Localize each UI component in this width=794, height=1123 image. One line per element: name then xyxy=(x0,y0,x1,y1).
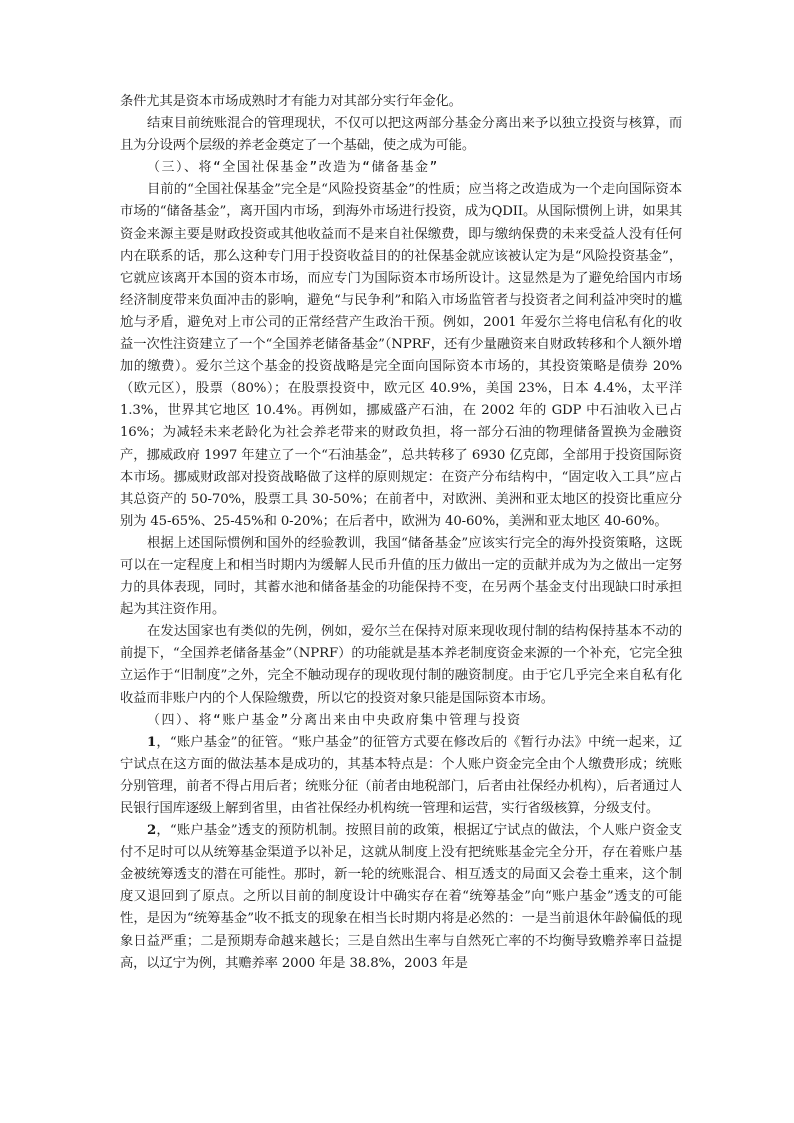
section-heading: （三）、将“全国社保基金”改造为“储备基金” xyxy=(147,160,439,176)
item-text: ，“账户基金”透支的预防机制。按照目前的政策，根据辽宁试点的做法，个人账户资金支付不足时可以从统筹基金渠道予以补足，这就从制度上没有把统账基金完全分开，存在着账户基金被统筹透支的潜在可能性。那时，新一轮的统账混合、相互透支的局面又会卷土重来，这个制度又退回到了原点。之所以目前的制度设计中确实存在着“统筹基金”向“账户基金”透支的可能性，是因为“统筹基金”收不抵支的现象在相当长时期内将是必然的：一是当前退休年龄偏低的现象日益严重；二是预期寿命越来越长；三是自然出生率与自然死亡率的不均衡导致赡养率日益提高，以辽宁为例，其赡养率 2000 年是 38.8%，2003 年是 xyxy=(120,823,682,971)
item-number: 1 xyxy=(147,734,157,750)
item-number: 2 xyxy=(147,823,157,839)
paragraph: 条件尤其是资本市场成熟时才有能力对其部分实行年金化。 xyxy=(120,94,462,109)
paragraph: 目前的“全国社保基金”完全是“风险投资基金”的性质；应当将之改造成为一个走向国际资本市场的“储备基金”，离开国内市场，到海外市场进行投资，成为QDII。从国际惯例上讲，如果其资金来源主要是财政投资或其他收益而不是来自社保缴费，即与缴纳保费的未来受益人没有任何内在联系的话，那么这种专门用于投资收益目的的社保基金就应该被认定为是“风险投资基金”，它就应该离开本国的资本市场，而应专门为国际资本市场所设计。这显然是为了避免给国内市场经济制度带来负面冲击的影响，避免“与民争利”和陷入市场监管者与投资者之间利益冲突时的尴尬与矛盾，避免对上市公司的正常经营产生政治干预。例如，2001 年爱尔兰将电信私有化的收益一次性注资建立了一个“全国养老储备基金”（NPRF，还有少量融资来自财政转移和个人额外增加的缴费）。爱尔兰这个基金的投资战略是完全面向国际资本市场的，其投资策略是债券 20%（欧元区），股票（80%）；在股票投资中，欧元区 40.9%，美国 23%，日本 4.4%，太平洋 1.3%，世界其它地区 10.4%。再例如，挪威盛产石油，在 2002 年的 GDP 中石油收入已占 16%；为减轻未来老龄化为社会养老带来的财政负担，将一部分石油的物理储备置换为金融资产，挪威政府 1997 年建立了一个“石油基金”，总共转移了 6930 亿克郎，全部用于投资国际资本市场。挪威财政部对投资战略做了这样的原则规定：在资产分布结构中，“固定收入工具”应占其总资产的 50-70%，股票工具 30-50%；在前者中，对欧洲、美洲和亚太地区的投资比重应分别为 45-65%、25-45%和 0-20%；在后者中，欧洲为 40-60%，美洲和亚太地区 40-60%。 xyxy=(120,182,682,529)
paragraph: 结束目前统账混合的管理现状，不仅可以把这两部分基金分离出来予以独立投资与核算，而且为分设两个层级的养老金奠定了一个基础，使之成为可能。 xyxy=(120,116,682,154)
section-heading: （四）、将“账户基金”分离出来由中央政府集中管理与投资 xyxy=(147,712,522,728)
paragraph: 根据上述国际惯例和国外的经验教训，我国“储备基金”应该实行完全的海外投资策略，这既可以在一定程度上和相当时期内为缓解人民币升值的压力做出一定的贡献并成为为之做出一定努力的具体表现，同时，其蓄水池和储备基金的功能保持不变，在另两个基金支付出现缺口时承担起为其注资作用。 xyxy=(120,535,682,618)
document-body xyxy=(120,91,682,975)
numbered-paragraph xyxy=(120,732,682,820)
paragraph: 在发达国家也有类似的先例，例如，爱尔兰在保持对原来现收现付制的结构保持基本不动的前提下，“全国养老储备基金”（NPRF）的功能就是基本养老制度资金来源的一个补充，它完全独立运作于“旧制度”之外，完全不触动现存的现收现付制的融资制度。由于它几乎完全来自私有化收益而非账户内的个人保险缴费，所以它的投资对象只能是国际资本市场。 xyxy=(120,624,682,706)
numbered-paragraph xyxy=(120,820,682,975)
item-text: ，“账户基金”的征管。“账户基金”的征管方式要在修改后的《暂行办法》中统一起来，辽宁试点在这方面的做法基本是成功的，其基本特点是：个人账户资金完全由个人缴费形成；统账分别管理，前者不得占用后者；统账分征（前者由地税部门，后者由社保经办机构），后者通过人民银行国库逐级上解到省里，由省社保经办机构统一管理和运营，实行省级核算，分级支付。 xyxy=(120,734,682,816)
